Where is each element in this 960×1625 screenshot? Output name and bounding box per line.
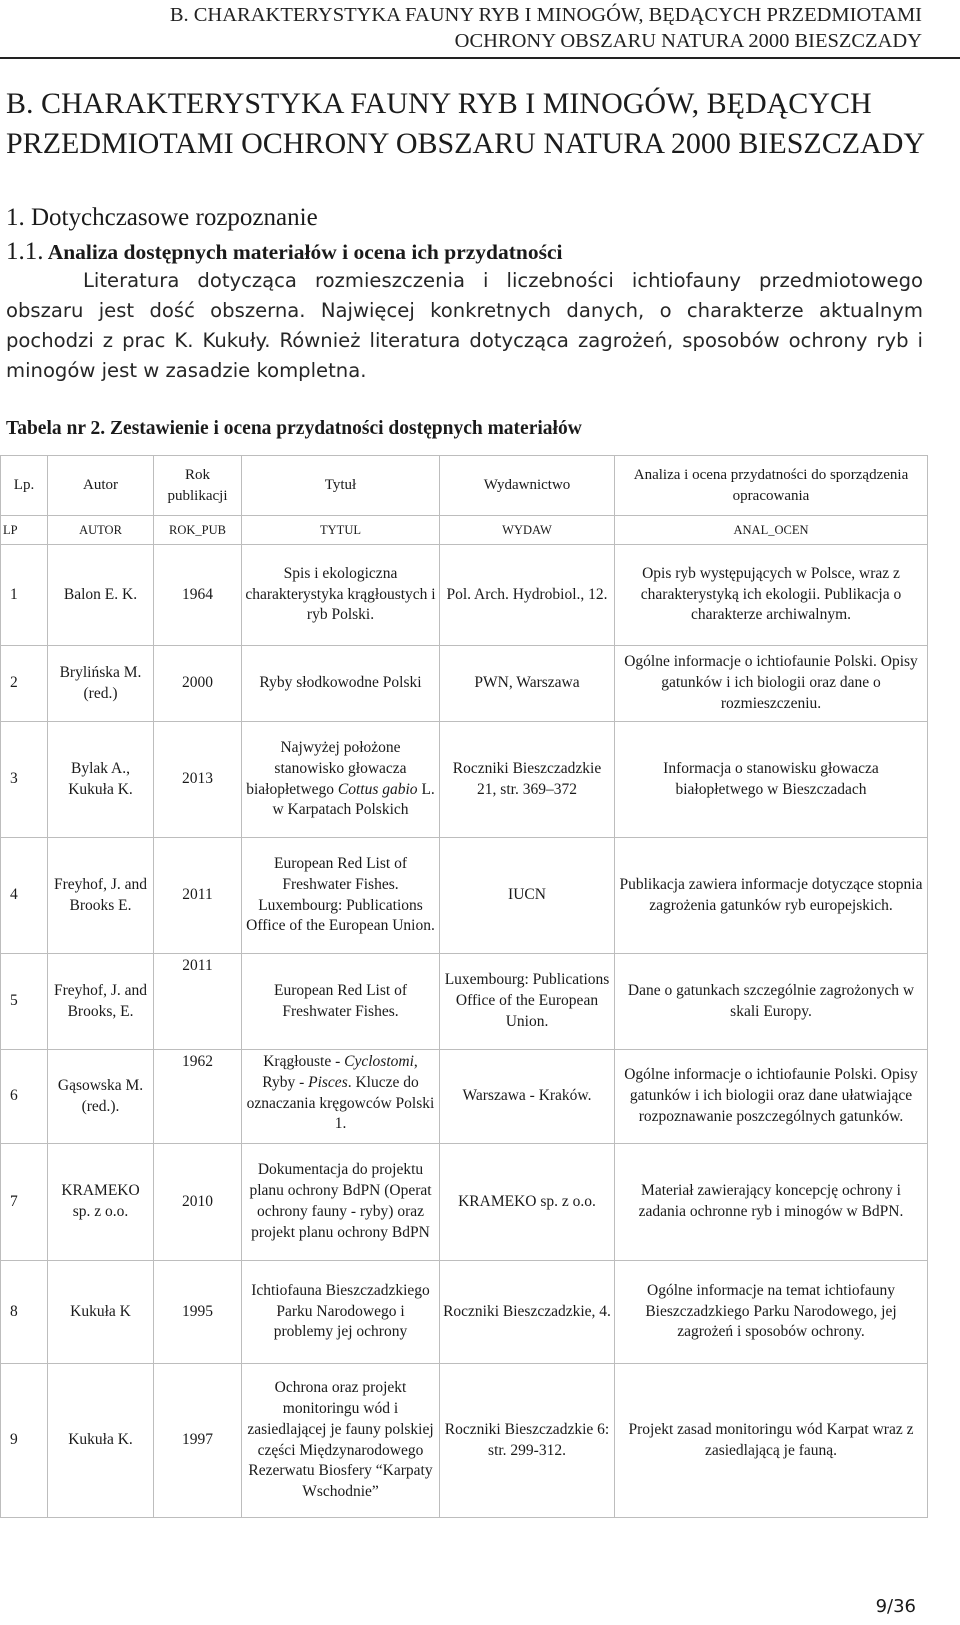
species-name: Cottus gabio	[337, 780, 418, 798]
cell-autor: KRAMEKO sp. z o.o.	[48, 1144, 154, 1261]
title-text: . Klucze do oznaczania kręgowców Polski 1.	[246, 1073, 435, 1133]
cell-wydawnictwo: Roczniki Bieszczadzkie, 4.	[440, 1261, 615, 1364]
cell-autor: Kukuła K.	[48, 1364, 154, 1518]
cell-tytul: Spis i ekologiczna charakterystyka krągłoustych i ryb Polski.	[242, 545, 440, 646]
cell-wydawnictwo: Roczniki Bieszczadzkie 21, str. 369–372	[440, 722, 615, 838]
header-cell-tytul: Tytuł	[242, 456, 440, 516]
cell-lp: 9	[1, 1364, 48, 1518]
running-header	[62, 2, 922, 54]
table-row	[1, 1144, 928, 1261]
cell-tytul: European Red List of Freshwater Fishes. Luxembourg: Publications Office of the European Union.	[242, 838, 440, 954]
cell-ocena: Ogólne informacje na temat ichtiofauny Bieszczadzkiego Parku Narodowego, jej zagrożeń i sposobów ochrony.	[615, 1261, 928, 1364]
title-text: Krągłouste -	[263, 1053, 345, 1070]
section-heading-1: 1. Dotychczasowe rozpoznanie	[6, 204, 318, 231]
header-divider	[0, 57, 960, 59]
code-cell: TYTUL	[242, 516, 440, 545]
code-cell: ANAL_OCEN	[615, 516, 928, 545]
cell-wydawnictwo: Roczniki Bieszczadzkie 6: str. 299-312.	[440, 1364, 615, 1518]
code-cell: AUTOR	[48, 516, 154, 545]
cell-ocena: Ogólne informacje o ichtiofaunie Polski. Opisy gatunków i ich biologii oraz dane o rozmieszczeniu.	[615, 646, 928, 722]
cell-tytul: Dokumentacja do projektu planu ochrony BdPN (Operat ochrony fauny - ryby) oraz projekt planu ochrony BdPN	[242, 1144, 440, 1261]
header-cell-rok: Rok publikacji	[154, 456, 242, 516]
cell-ocena: Informacja o stanowisku głowacza białopłetwego w Bieszczadach	[615, 722, 928, 838]
cell-lp: 1	[1, 545, 48, 646]
species-name: Cyclostomi	[344, 1053, 414, 1070]
cell-rok: 2010	[154, 1144, 242, 1261]
cell-ocena: Ogólne informacje o ichtiofaunie Polski. Opisy gatunków i ich biologii oraz dane ułatwiające rozpoznawanie poszczególnych gatunków.	[615, 1050, 928, 1144]
cell-tytul	[242, 1050, 440, 1144]
cell-lp: 4	[1, 838, 48, 954]
cell-autor: Freyhof, J. and Brooks E.	[48, 838, 154, 954]
header-cell-wydawnictwo: Wydawnictwo	[440, 456, 615, 516]
cell-rok: 1997	[154, 1364, 242, 1518]
cell-ocena: Projekt zasad monitoringu wód Karpat wraz z zasiedlającą je fauną.	[615, 1364, 928, 1518]
cell-autor: Kukuła K	[48, 1261, 154, 1364]
page-number: 9/36	[875, 1596, 916, 1617]
table-row	[1, 646, 928, 722]
table-row	[1, 1050, 928, 1144]
table-row	[1, 838, 928, 954]
cell-wydawnictwo: PWN, Warszawa	[440, 646, 615, 722]
cell-lp: 3	[1, 722, 48, 838]
section-heading-text: Analiza dostępnych materiałów i ocena ich przydatności	[47, 240, 563, 264]
header-cell-lp: Lp.	[1, 456, 48, 516]
running-header-line-1: B. CHARAKTERYSTYKA FAUNY RYB I MINOGÓW, BĘDĄCYCH PRZEDMIOTAMI	[169, 4, 922, 26]
cell-tytul: Ochrona oraz projekt monitoringu wód i zasiedlającej je fauny polskiej części Międzynarodowego Rezerwatu Biosfery “Karpaty Wschodnie”	[242, 1364, 440, 1518]
cell-rok: 2011	[154, 954, 242, 1050]
cell-lp: 7	[1, 1144, 48, 1261]
cell-tytul: Ichtiofauna Bieszczadzkiego Parku Narodowego i problemy jej ochrony	[242, 1261, 440, 1364]
table-row	[1, 1364, 928, 1518]
cell-wydawnictwo: Warszawa - Kraków.	[440, 1050, 615, 1144]
document-title: B. CHARAKTERYSTYKA FAUNY RYB I MINOGÓW, BĘDĄCYCH PRZEDMIOTAMI OCHRONY OBSZARU NATURA 2000 BIESZCZADY	[6, 87, 926, 160]
cell-rok: 2011	[154, 838, 242, 954]
cell-ocena: Opis ryb występujących w Polsce, wraz z charakterystyką ich ekologii. Publikacja o charakterze archiwalnym.	[615, 545, 928, 646]
title-text: Najwyżej położone stanowisko głowacza białopłetwego	[246, 738, 407, 798]
cell-autor: Gąsowska M. (red.).	[48, 1050, 154, 1144]
cell-lp: 5	[1, 954, 48, 1050]
cell-wydawnictwo: IUCN	[440, 838, 615, 954]
cell-autor: Freyhof, J. and Brooks, E.	[48, 954, 154, 1050]
cell-ocena: Dane o gatunkach szczególnie zagrożonych w skali Europy.	[615, 954, 928, 1050]
cell-wydawnictwo: Luxembourg: Publications Office of the European Union.	[440, 954, 615, 1050]
section-heading-1-1	[6, 238, 563, 266]
header-cell-autor: Autor	[48, 456, 154, 516]
cell-rok: 1995	[154, 1261, 242, 1364]
cell-rok: 2013	[154, 722, 242, 838]
species-name: Pisces	[308, 1073, 348, 1091]
code-cell: WYDAW	[440, 516, 615, 545]
table-row	[1, 545, 928, 646]
header-cell-ocena: Analiza i ocena przydatności do sporządzenia opracowania	[615, 456, 928, 516]
title-text: L. w Karpatach Polskich	[272, 780, 435, 819]
body-paragraph: Literatura dotycząca rozmieszczenia i liczebności ichtiofauny przedmiotowego obszaru jest dość obszerna. Najwięcej konkretnych danych, o charakterze aktualnym pochodzi z prac K. Kukuły. Również literatura dotycząca zagrożeń, sposobów ochrony ryb i minogów jest w zasadzie kompletna.	[6, 269, 923, 382]
cell-autor: Brylińska M. (red.)	[48, 646, 154, 722]
cell-tytul: Ryby słodkowodne Polski	[242, 646, 440, 722]
cell-autor: Bylak A., Kukuła K.	[48, 722, 154, 838]
table-header-row	[1, 456, 928, 516]
cell-lp: 6	[1, 1050, 48, 1144]
code-cell: LP	[1, 516, 48, 545]
code-cell: ROK_PUB	[154, 516, 242, 545]
cell-rok: 1962	[154, 1050, 242, 1144]
cell-ocena: Publikacja zawiera informacje dotyczące stopnia zagrożenia gatunków ryb europejskich.	[615, 838, 928, 954]
cell-lp: 2	[1, 646, 48, 722]
table-row	[1, 1261, 928, 1364]
cell-tytul: European Red List of Freshwater Fishes.	[242, 954, 440, 1050]
table-row	[1, 954, 928, 1050]
cell-wydawnictwo: Pol. Arch. Hydrobiol., 12.	[440, 545, 615, 646]
table-row	[1, 722, 928, 838]
cell-autor: Balon E. K.	[48, 545, 154, 646]
cell-wydawnictwo: KRAMEKO sp. z o.o.	[440, 1144, 615, 1261]
table-caption: Tabela nr 2. Zestawienie i ocena przydatności dostępnych materiałów	[6, 418, 582, 439]
section-number: 1.1.	[6, 238, 44, 265]
title-text: , Ryby -	[262, 1053, 418, 1091]
running-header-line-2: OCHRONY OBSZARU NATURA 2000 BIESZCZADY	[454, 30, 922, 52]
cell-rok: 2000	[154, 646, 242, 722]
table-code-row	[1, 516, 928, 545]
materials-table	[0, 455, 928, 1518]
cell-tytul	[242, 722, 440, 838]
cell-rok: 1964	[154, 545, 242, 646]
cell-ocena: Materiał zawierający koncepcję ochrony i zadania ochronne ryb i minogów w BdPN.	[615, 1144, 928, 1261]
cell-lp: 8	[1, 1261, 48, 1364]
